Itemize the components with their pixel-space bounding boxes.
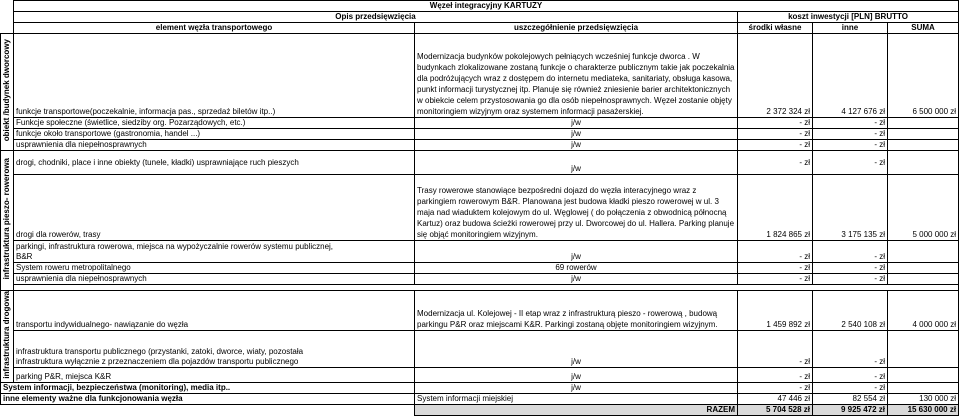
inne-elementy-uzas: System informacji miejskiej bbox=[415, 393, 738, 404]
s3-suma-3 bbox=[888, 367, 959, 382]
s2-suma-3 bbox=[888, 241, 959, 263]
s2-inne-3: - zł bbox=[813, 241, 888, 263]
s1-inne-1: 4 127 676 zł bbox=[813, 34, 888, 118]
s2-uzas-3: j/w bbox=[415, 241, 738, 263]
s3-uzas-3: j/w bbox=[415, 367, 738, 382]
s1-suma-1: 6 500 000 zł bbox=[888, 34, 959, 118]
totals-inne: 9 925 472 zł bbox=[813, 404, 888, 415]
s3-element-2: infrastruktura transportu publicznego (przystanki, zatoki, dworce, wiaty, pozostała infrastruktura wyłącznie z przeznaczeniem dla pojazdów transportu publicznego bbox=[14, 330, 415, 367]
s1-element-1: funkcje transportowe(poczekalnie, informacja pas., sprzedaż biletów itp..) bbox=[14, 34, 415, 118]
header-srodki: środki własne bbox=[738, 23, 813, 34]
s2-uzas-4: 69 rowerów bbox=[415, 263, 738, 274]
s1-inne-3: - zł bbox=[813, 129, 888, 140]
s1-suma-4 bbox=[888, 140, 959, 151]
header-opis: Opis przedsięwzięcia bbox=[14, 12, 738, 23]
s1-description: Modernizacja budynków pokolejowych pełniących wcześniej funkcje dworca . W budynkach zlokalizowane zostaną funkcje o charakterze publicznym takie jak poczekalnia dla podróżujących wraz z dostępem do internetu mediateka, sanitariaty, obsługa kasowa, punkt informacji turystycznej itp. Planuje się również zniesienie barier architektonicznych w obiekcie celem przystosowania go dla osób niepełnosprawnych. Węzeł zostanie objęty monitoringiem wizyjnym oraz systemem informacji pasażerskiej. bbox=[415, 34, 738, 118]
s2-srodki-2: 1 824 865 zł bbox=[738, 175, 813, 241]
system-info-inne: - zł bbox=[813, 382, 888, 393]
system-info-element: System informacji, bezpieczeństwa (monitoring), media itp.. bbox=[1, 382, 415, 393]
s3-element-3: parking P&R, miejsca K&R bbox=[14, 367, 415, 382]
inne-elementy-inne: 82 554 zł bbox=[813, 393, 888, 404]
s3-inne-3: - zł bbox=[813, 367, 888, 382]
totals-suma: 15 630 000 zł bbox=[888, 404, 959, 415]
s1-inne-2: - zł bbox=[813, 118, 888, 129]
s2-inne-1: - zł bbox=[813, 151, 888, 175]
s2-srodki-3: - zł bbox=[738, 241, 813, 263]
s2-inne-4: - zł bbox=[813, 263, 888, 274]
s3-uzas-2: j/w bbox=[415, 330, 738, 367]
s3-description: Modernizacja ul. Kolejowej - II etap wraz z infrastrukturą pieszo - rowerową , budową parkingu P&R oraz miejscami K&R. Parkingi zostaną objęte monitoringiem wizyjnym. bbox=[415, 291, 738, 331]
system-info-suma bbox=[888, 382, 959, 393]
inne-elementy-element: inne elementy ważne dla funkcjonowania węzła bbox=[1, 393, 415, 404]
s1-uzas-4: j/w bbox=[415, 140, 738, 151]
s2-element-2: drogi dla rowerów, trasy bbox=[14, 175, 415, 241]
s1-uzas-3: j/w bbox=[415, 129, 738, 140]
s2-uzas-1: j/w bbox=[415, 151, 738, 175]
system-info-uzas: j/w bbox=[415, 382, 738, 393]
s2-element-3: parkingi, infrastruktura rowerowa, miejsca na wypożyczalnie rowerów systemu publicznej, B&R bbox=[14, 241, 415, 263]
s2-element-4: System roweru metropolitalnego bbox=[14, 263, 415, 274]
s2-srodki-4: - zł bbox=[738, 263, 813, 274]
s3-suma-1: 4 000 000 zł bbox=[888, 291, 959, 331]
group-label-obiekt: obiekt /budynek dworcowy bbox=[1, 34, 14, 151]
s2-srodki-5: - zł bbox=[738, 274, 813, 285]
s3-suma-2 bbox=[888, 330, 959, 367]
s1-element-3: funkcje około transportowe (gastronomia, handel ...) bbox=[14, 129, 415, 140]
s2-element-5: usprawnienia dla niepełnosprawnych bbox=[14, 274, 415, 285]
header-uzasadnienie: uszczegółnienie przedsięwzięcia bbox=[415, 23, 738, 34]
s1-srodki-1: 2 372 324 zł bbox=[738, 34, 813, 118]
group-label-pieszo-rowerowa: infrastruktura pieszo- rowerowa bbox=[1, 151, 14, 291]
s1-inne-4: - zł bbox=[813, 140, 888, 151]
s3-srodki-1: 1 459 892 zł bbox=[738, 291, 813, 331]
s3-srodki-3: - zł bbox=[738, 367, 813, 382]
s1-uzas-2: j/w bbox=[415, 118, 738, 129]
s3-element-1: transportu indywidualnego- nawiązanie do węzła bbox=[14, 291, 415, 331]
s1-suma-3 bbox=[888, 129, 959, 140]
s1-srodki-4: - zł bbox=[738, 140, 813, 151]
inne-elementy-srodki: 47 446 zł bbox=[738, 393, 813, 404]
s1-srodki-2: - zł bbox=[738, 118, 813, 129]
s2-suma-5 bbox=[888, 274, 959, 285]
s3-srodki-2: - zł bbox=[738, 330, 813, 367]
s2-uzas-5: j/w bbox=[415, 274, 738, 285]
s1-suma-2 bbox=[888, 118, 959, 129]
s2-suma-4 bbox=[888, 263, 959, 274]
s3-inne-2: - zł bbox=[813, 330, 888, 367]
group-label-drogowa: infrastruktura drogowa bbox=[1, 291, 14, 383]
s2-srodki-1: - zł bbox=[738, 151, 813, 175]
s2-description: Trasy rowerowe stanowiące bezpośredni dojazd do węzła interacyjnego wraz z parkingiem rowerowym B&R. Planowana jest budowa kładki pieszo rowerowej w ul. 3 maja nad wiaduktem kolejowym do ul. Węglowej ( do połączenia z obwodnicą północną Kartuz) oraz budowa ścieżki rowerowej przy ul. Dworcowej do ul. Hallera. Parking planuje się objąć monitoringiem wizyjnym. bbox=[415, 175, 738, 241]
s2-inne-2: 3 175 135 zł bbox=[813, 175, 888, 241]
totals-label: RAZEM bbox=[415, 404, 738, 415]
s2-suma-2: 5 000 000 zł bbox=[888, 175, 959, 241]
s2-inne-5: - zł bbox=[813, 274, 888, 285]
system-info-srodki: - zł bbox=[738, 382, 813, 393]
table-title: Węzeł integracyjny KARTUZY bbox=[14, 1, 959, 12]
s1-srodki-3: - zł bbox=[738, 129, 813, 140]
s2-suma-1 bbox=[888, 151, 959, 175]
header-element: element węzła transportowego bbox=[14, 23, 415, 34]
header-inne: inne bbox=[813, 23, 888, 34]
totals-srodki: 5 704 528 zł bbox=[738, 404, 813, 415]
header-koszt: koszt inwestycji [PLN] BRUTTO bbox=[738, 12, 959, 23]
inne-elementy-suma: 130 000 zł bbox=[888, 393, 959, 404]
s2-element-1: drogi, chodniki, place i inne obiekty (tunele, kładki) usprawniające ruch pieszych bbox=[14, 151, 415, 175]
s1-element-4: usprawnienia dla niepełnosprawnych bbox=[14, 140, 415, 151]
s1-element-2: Funkcje społeczne (świetlice, siedziby org. Pozarządowych, etc.) bbox=[14, 118, 415, 129]
s3-inne-1: 2 540 108 zł bbox=[813, 291, 888, 331]
header-suma: SUMA bbox=[888, 23, 959, 34]
